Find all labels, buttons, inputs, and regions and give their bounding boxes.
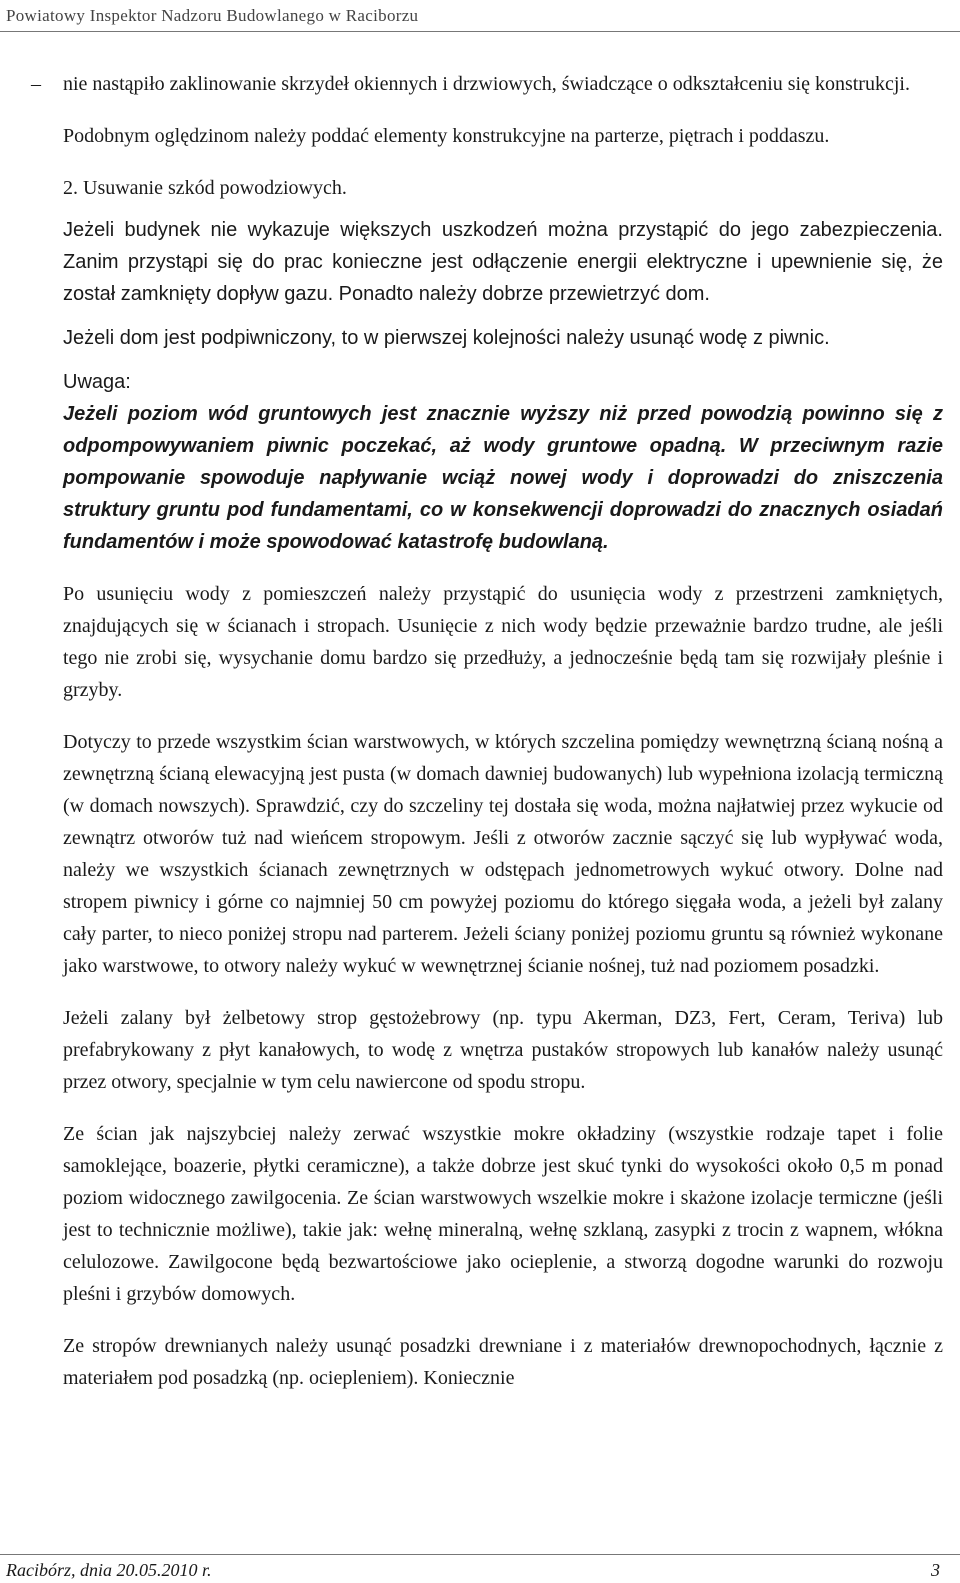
bullet-text: nie nastąpiło zaklinowanie skrzydeł okiennych i drzwiowych, świadczące o odkształceniu się konstrukcji. — [63, 73, 910, 95]
page-number: 3 — [931, 1560, 940, 1580]
footer-place-date: Racibórz, dnia 20.05.2010 r. — [6, 1560, 212, 1580]
sans-paragraph-group — [63, 214, 943, 558]
warning-title: Uwaga: — [63, 371, 131, 393]
paragraph-wall-coverings: Ze ścian jak najszybciej należy zerwać wszystkie mokre okładziny (wszystkie rodzaje tapet i folie samoklejące, boazerie, płytki ceramiczne), a także dobrze jest skuć tynki do wysokości około 0,5 m ponad poziom widocznego zawilgocenia. Ze ścian warstwowych wszelkie mokre i skażone izolacje termiczne (jeśli jest to technicznie możliwe), takie jak: wełnę mineralną, wełnę szklaną, zasypki z trocin z wapnem, włókna celulozowe. Zawilgocone będą bezwartościowe jako ocieplenie, a stworzą dogodne warunki do rozwoju pleśni i grzybów domowych. — [63, 1123, 943, 1305]
bullet-item — [31, 68, 943, 100]
page-header — [0, 0, 960, 34]
header-title: Powiatowy Inspektor Nadzoru Budowlanego w Raciborzu — [6, 6, 419, 25]
section-heading: 2. Usuwanie szkód powodziowych. — [63, 177, 347, 199]
paragraph-ceiling: Jeżeli zalany był żelbetowy strop gęstożebrowy (np. typu Akerman, DZ3, Fert, Ceram, Teriva) lub prefabrykowany z płyt kanałowych, to wodę z wnętrza pustaków stropowych lub kanałów należy usunąć przez otwory, specjalnie w tym celu nawiercone od spodu stropu. — [63, 1007, 943, 1093]
paragraph-wooden-ceilings: Ze stropów drewnianych należy usunąć posadzki drewniane i z materiałów drewnopochodnych, łącznie z materiałem pod posadzką (np. ociepleniem). Koniecznie — [63, 1335, 943, 1389]
paragraph-power-gas: Jeżeli budynek nie wykazuje większych uszkodzeń można przystąpić do jego zabezpieczenia. Zanim przystąpi się do prac konieczne jest odłączenie energii elektryczne i upewnienie się, że został zamknięty dopływ gazu. Ponadto należy dobrze przewietrzyć dom. — [63, 219, 943, 305]
header-divider — [0, 31, 960, 32]
document-body — [31, 68, 943, 1414]
footer-divider — [0, 1554, 960, 1555]
warning-body: Jeżeli poziom wód gruntowych jest znacznie wyższy niż przed powodzią powinno się z odpompowywaniem piwnic poczekać, aż wody gruntowe opadną. W przeciwnym razie pompowanie spowoduje napływanie wciąż nowej wody i doprowadzi do zniszczenia struktury gruntu pod fundamentami, co w konsekwencji doprowadzi do znacznych osiadań fundamentów i może spowodować katastrofę budowlaną. — [63, 403, 943, 553]
dash-bullet-icon: – — [31, 73, 41, 95]
paragraph-closed-spaces: Po usunięciu wody z pomieszczeń należy przystąpić do usunięcia wody z przestrzeni zamkniętych, znajdujących się w ścianach i stropach. Usunięcie z nich wody będzie przeważnie bardzo trudne, ale jeśli tego nie zrobi się, wysychanie domu bardzo się przedłuży, a jednocześnie będą tam się rozwijały pleśnie i grzyby. — [63, 583, 943, 701]
paragraph-basement: Jeżeli dom jest podpiwniczony, to w pierwszej kolejności należy usunąć wodę z piwnic. — [63, 327, 830, 349]
paragraph-layered-walls: Dotyczy to przede wszystkim ścian warstwowych, w których szczelina pomiędzy wewnętrzną ścianą nośną a zewnętrzną ścianą elewacyjną jest pusta (w domach dawniej budowanych) lub wypełniona izolacją termiczną (w domach nowszych). Sprawdzić, czy do szczeliny tej dostała się woda, można najłatwiej przez wykucie od zewnątrz otworów tuż nad wieńcem stropowym. Jeśli z otworów zacznie sączyć się lub wypływać woda, należy we wszystkich ścianach zewnętrznych w odstępach jednometrowych wykuć otwory. Dolne nad stropem piwnicy i górne co najmniej 50 cm powyżej poziomu do którego sięgała woda, a jeżeli był zalany cały parter, to nieco poniżej stropu nad parterem. Jeżeli ściany poniżej poziomu gruntu są również wykonane jako warstwowe, to otwory należy wykuć w wewnętrznej ścianie nośnej, tuż nad poziomem posadzki. — [63, 731, 943, 977]
page-footer — [0, 1548, 960, 1583]
inspection-paragraph: Podobnym oględzinom należy poddać elementy konstrukcyjne na parterze, piętrach i poddaszu. — [63, 125, 830, 147]
